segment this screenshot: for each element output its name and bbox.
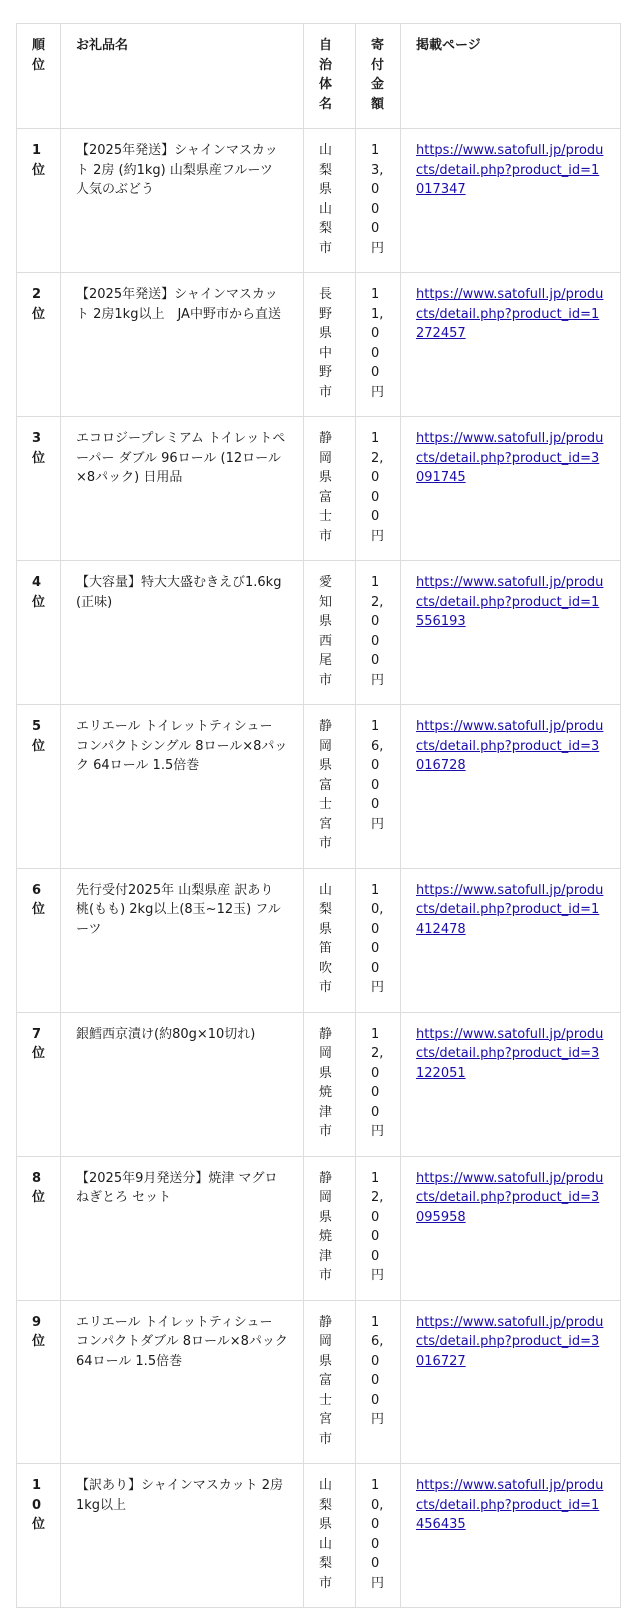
rank-cell: 4位 xyxy=(17,561,61,705)
city-cell: 静岡県富士宮市 xyxy=(304,1300,356,1464)
rank-cell: 1位 xyxy=(17,129,61,273)
city-cell: 愛知県西尾市 xyxy=(304,561,356,705)
table-row xyxy=(17,1300,621,1464)
amount-cell: 13,000円 xyxy=(356,129,401,273)
url-cell xyxy=(401,1300,621,1464)
product-name-cell: 銀鱈西京漬け(約80g×10切れ) xyxy=(61,1012,304,1156)
rank-cell: 6位 xyxy=(17,868,61,1012)
city-cell: 静岡県富士市 xyxy=(304,417,356,561)
table-row xyxy=(17,1464,621,1608)
url-cell xyxy=(401,273,621,417)
url-cell xyxy=(401,1012,621,1156)
product-link[interactable]: https://www.satofull.jp/products/detail.php?product_id=1412478 xyxy=(416,882,604,937)
url-cell xyxy=(401,1156,621,1300)
amount-cell: 16,000円 xyxy=(356,1300,401,1464)
url-cell xyxy=(401,129,621,273)
amount-cell: 10,000円 xyxy=(356,1464,401,1608)
table-row xyxy=(17,1012,621,1156)
rank-cell: 2位 xyxy=(17,273,61,417)
product-link[interactable]: https://www.satofull.jp/products/detail.php?product_id=1272457 xyxy=(416,287,604,341)
product-link[interactable]: https://www.satofull.jp/products/detail.php?product_id=3095958 xyxy=(416,1170,604,1225)
table-row xyxy=(17,1156,621,1300)
product-name-cell: 【訳あり】シャインマスカット 2房 1kg以上 xyxy=(61,1464,304,1608)
city-cell: 静岡県焼津市 xyxy=(304,1012,356,1156)
url-cell xyxy=(401,1464,621,1608)
amount-cell: 12,000円 xyxy=(356,417,401,561)
url-cell xyxy=(401,561,621,705)
table-row xyxy=(17,273,621,417)
product-link[interactable]: https://www.satofull.jp/products/detail.php?product_id=1456435 xyxy=(416,1478,604,1532)
product-link[interactable]: https://www.satofull.jp/products/detail.php?product_id=3122051 xyxy=(416,1026,604,1081)
city-cell: 山梨県笛吹市 xyxy=(304,868,356,1012)
product-name-cell: エコロジープレミアム トイレットペーパー ダブル 96ロール (12ロール×8パック) 日用品 xyxy=(61,417,304,561)
table-body xyxy=(17,129,621,1608)
amount-cell: 12,000円 xyxy=(356,561,401,705)
ranking-table xyxy=(16,23,621,1608)
amount-cell: 12,000円 xyxy=(356,1012,401,1156)
city-cell: 静岡県焼津市 xyxy=(304,1156,356,1300)
product-name-cell: エリエール トイレットティシュー コンパクトシングル 8ロール×8パック 64ロール 1.5倍巻 xyxy=(61,705,304,869)
product-name-cell: 先行受付2025年 山梨県産 訳あり 桃(もも) 2kg以上(8玉~12玉) フルーツ xyxy=(61,868,304,1012)
city-cell: 山梨県山梨市 xyxy=(304,129,356,273)
amount-cell: 11,000円 xyxy=(356,273,401,417)
rank-cell: 5位 xyxy=(17,705,61,869)
header-rank: 順位 xyxy=(17,24,61,129)
rank-cell: 8位 xyxy=(17,1156,61,1300)
product-name-cell: 【2025年発送】シャインマスカット 2房1kg以上 JA中野市から直送 xyxy=(61,273,304,417)
url-cell xyxy=(401,868,621,1012)
table-row xyxy=(17,705,621,869)
table-row xyxy=(17,129,621,273)
city-cell: 静岡県富士宮市 xyxy=(304,705,356,869)
header-name: お礼品名 xyxy=(61,24,304,129)
product-link[interactable]: https://www.satofull.jp/products/detail.php?product_id=3091745 xyxy=(416,431,604,485)
product-link[interactable]: https://www.satofull.jp/products/detail.php?product_id=1017347 xyxy=(416,143,604,197)
amount-cell: 10,000円 xyxy=(356,868,401,1012)
header-url: 掲載ページ xyxy=(401,24,621,129)
product-name-cell: 【大容量】特大大盛むきえび1.6kg(正味) xyxy=(61,561,304,705)
rank-cell: 3位 xyxy=(17,417,61,561)
header-amount: 寄付金額 xyxy=(356,24,401,129)
rank-cell: 10位 xyxy=(17,1464,61,1608)
table-header xyxy=(17,24,621,129)
header-city: 自治体名 xyxy=(304,24,356,129)
url-cell xyxy=(401,705,621,869)
amount-cell: 16,000円 xyxy=(356,705,401,869)
url-cell xyxy=(401,417,621,561)
amount-cell: 12,000円 xyxy=(356,1156,401,1300)
rank-cell: 9位 xyxy=(17,1300,61,1464)
city-cell: 長野県中野市 xyxy=(304,273,356,417)
product-name-cell: 【2025年発送】シャインマスカット 2房 (約1kg) 山梨県産フルーツ 人気のぶどう xyxy=(61,129,304,273)
table-row xyxy=(17,417,621,561)
table-row xyxy=(17,868,621,1012)
city-cell: 山梨県山梨市 xyxy=(304,1464,356,1608)
product-name-cell: エリエール トイレットティシュー コンパクトダブル 8ロール×8パック 64ロール 1.5倍巻 xyxy=(61,1300,304,1464)
rank-cell: 7位 xyxy=(17,1012,61,1156)
product-name-cell: 【2025年9月発送分】焼津 マグロ ねぎとろ セット xyxy=(61,1156,304,1300)
table-row xyxy=(17,561,621,705)
product-link[interactable]: https://www.satofull.jp/products/detail.php?product_id=3016728 xyxy=(416,719,604,773)
product-link[interactable]: https://www.satofull.jp/products/detail.php?product_id=3016727 xyxy=(416,1314,604,1369)
product-link[interactable]: https://www.satofull.jp/products/detail.php?product_id=1556193 xyxy=(416,575,604,629)
header-row xyxy=(17,24,621,129)
